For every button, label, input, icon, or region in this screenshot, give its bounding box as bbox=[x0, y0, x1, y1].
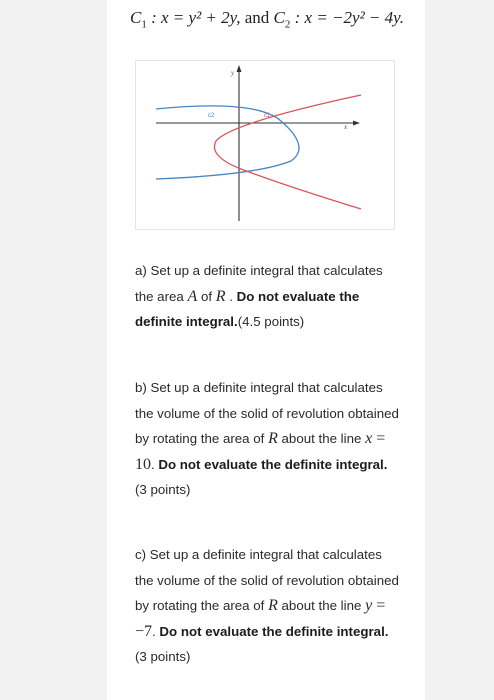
curves-definition bbox=[130, 8, 460, 30]
c2-equation: : x = −2y² − 4y. bbox=[290, 8, 405, 27]
line-value: = −7 bbox=[135, 597, 386, 640]
question-a-instruction: Do not evaluate the definite integral. bbox=[135, 288, 360, 330]
question-b-points: (3 points) bbox=[135, 482, 191, 498]
line-variable: x bbox=[365, 430, 373, 448]
question-b-instruction: Do not evaluate the definite integral. bbox=[158, 456, 388, 472]
question-a-dot: . bbox=[225, 288, 237, 304]
question-c-text: c) Set up a definite integral that calculates the volume of the solid of revolution obtained by rotating the area of bbox=[135, 547, 399, 614]
question-c-instruction: Do not evaluate the definite integral. bbox=[159, 623, 389, 639]
y-axis-arrow bbox=[237, 65, 242, 72]
question-c-dot: . bbox=[152, 623, 160, 639]
var-r: R bbox=[268, 430, 278, 448]
question-b bbox=[135, 375, 400, 503]
question-a bbox=[135, 258, 400, 335]
c1-label: c1 bbox=[264, 113, 271, 119]
c2-name: C bbox=[273, 8, 285, 27]
question-c bbox=[135, 542, 400, 670]
question-b-text: b) Set up a definite integral that calculates the volume of the solid of revolution obtained by rotating the area of bbox=[135, 380, 399, 447]
question-c-points: (3 points) bbox=[135, 649, 191, 665]
question-b-about: about the line bbox=[277, 431, 366, 447]
graph-svg bbox=[136, 61, 394, 229]
var-r: R bbox=[268, 597, 278, 615]
c2-curve bbox=[156, 106, 299, 179]
var-a: A bbox=[187, 287, 198, 305]
x-axis-arrow bbox=[353, 121, 360, 126]
y-axis-label: y bbox=[231, 69, 235, 77]
question-a-of: of bbox=[197, 288, 216, 304]
question-a-points: (4.5 points) bbox=[237, 314, 305, 330]
c1-curve bbox=[214, 95, 361, 209]
line-value: = 10 bbox=[135, 430, 386, 473]
c1-name: C bbox=[130, 8, 142, 27]
c1-subscript: 1 bbox=[141, 18, 147, 31]
c2-label: c2 bbox=[208, 113, 215, 119]
question-c-about: about the line bbox=[277, 598, 366, 614]
curves-graph bbox=[135, 60, 395, 230]
c2-subscript: 2 bbox=[284, 18, 291, 31]
c1-equation: : x = y² + 2y, bbox=[146, 8, 241, 27]
var-r: R bbox=[215, 287, 226, 305]
question-b-dot: . bbox=[151, 456, 159, 472]
x-axis-label: x bbox=[344, 123, 348, 131]
line-variable: y bbox=[365, 597, 373, 615]
conjunction: and bbox=[240, 8, 274, 27]
question-a-text: a) Set up a definite integral that calculates the area bbox=[135, 263, 383, 304]
